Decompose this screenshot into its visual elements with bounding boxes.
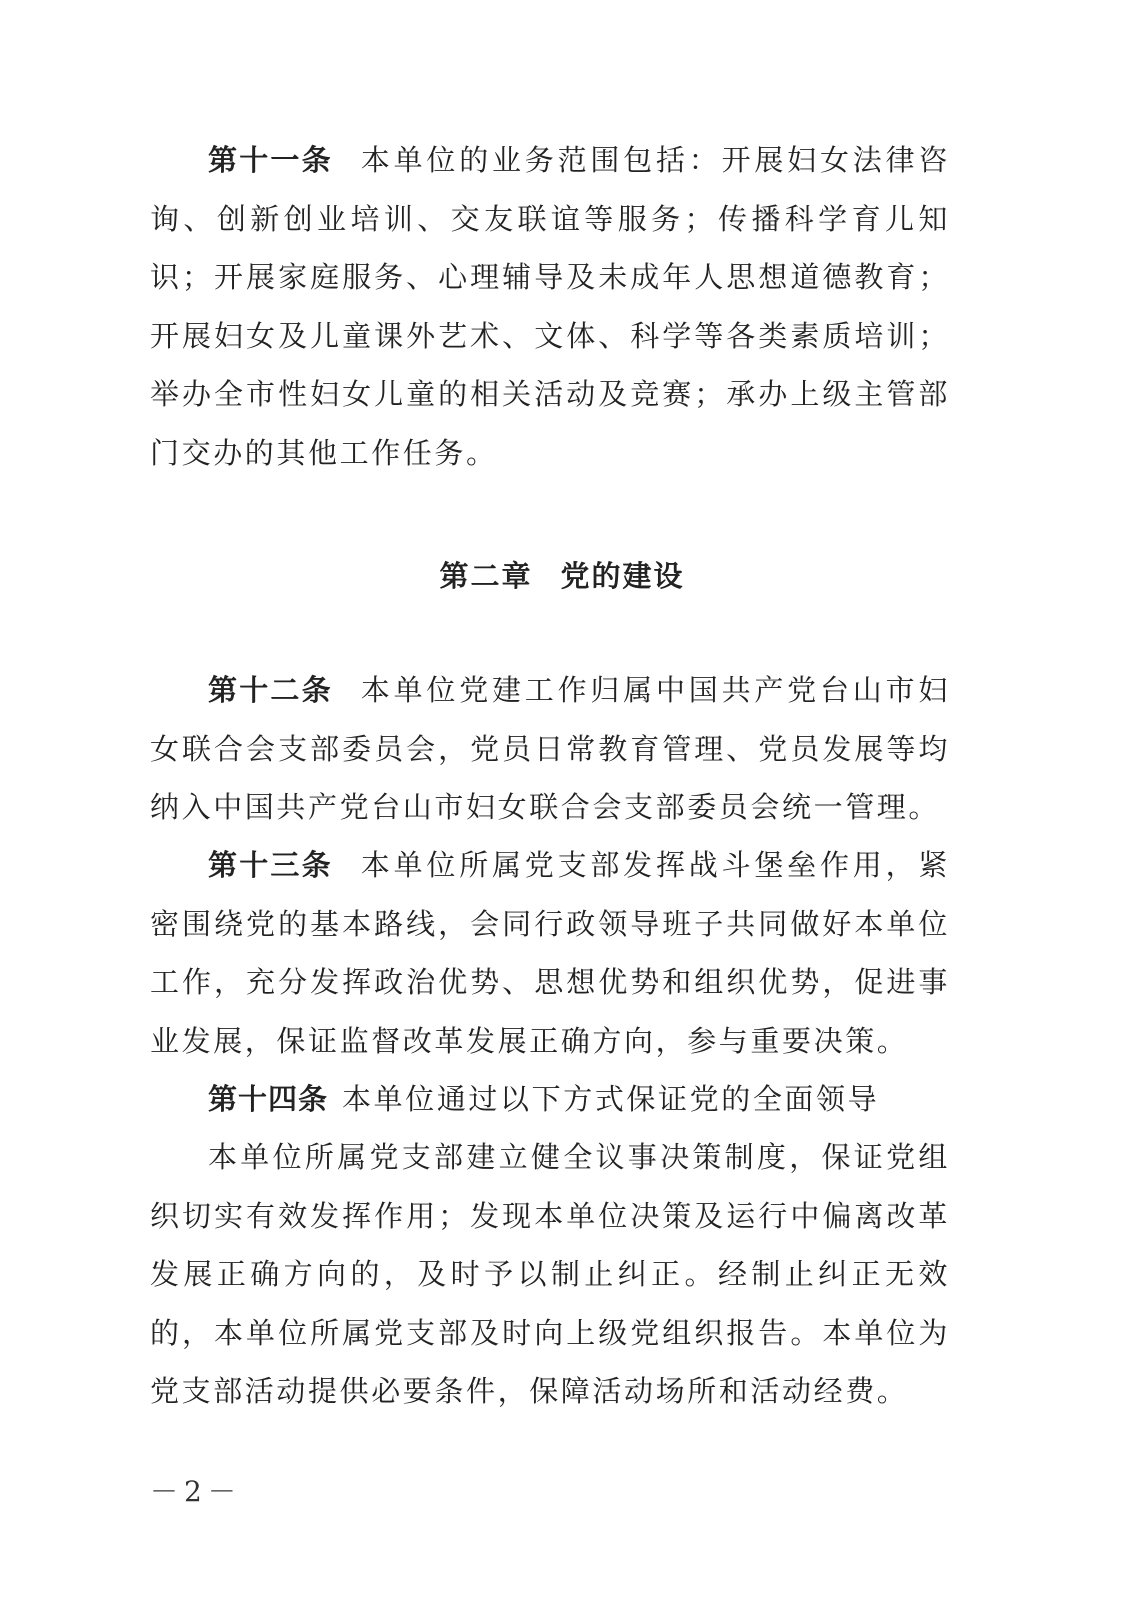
article-12 [150,661,950,837]
article-12-text: 本单位党建工作归属中国共产党台山市妇女联合会支部委员会，党员日常教育管理、党员发展等均纳入中国共产党台山市妇女联合会支部委员会统一管理。 [150,673,950,824]
article-14 [150,1070,950,1129]
article-12-number: 第十二条 [208,673,333,707]
chapter-title: 党的建设 [560,559,685,593]
article-13-text: 本单位所属党支部发挥战斗堡垒作用，紧密围绕党的基本路线，会同行政领导班子共同做好本单位工作，充分发挥政治优势、思想优势和组织优势，促进事业发展，保证监督改革发展正确方向，参与重要决策。 [150,848,950,1058]
article-11-number: 第十一条 [208,143,333,177]
article-11-text: 本单位的业务范围包括：开展妇女法律咨询、创新创业培训、交友联谊等服务；传播科学育儿知识；开展家庭服务、心理辅导及未成年人思想道德教育；开展妇女及儿童课外艺术、文体、科学等各类素质培训；举办全市性妇女儿童的相关活动及竞赛；承办上级主管部门交办的其他工作任务。 [150,143,950,470]
chapter-heading [0,554,1124,595]
article-13-number: 第十三条 [208,848,333,882]
body-paragraph: 本单位所属党支部建立健全议事决策制度，保证党组织切实有效发挥作用；发现本单位决策及运行中偏离改革发展正确方向的，及时予以制止纠正。经制止纠正无效的，本单位所属党支部及时向上级党组织报告。本单位为党支部活动提供必要条件，保障活动场所和活动经费。 [150,1140,950,1408]
article-14-text: 本单位通过以下方式保证党的全面领导 [342,1082,880,1116]
article-13 [150,836,950,1070]
chapter-number: 第二章 [439,559,533,593]
article-11 [150,131,950,482]
article-14-number: 第十四条 [208,1082,329,1116]
page-number: －2－ [150,1475,242,1508]
